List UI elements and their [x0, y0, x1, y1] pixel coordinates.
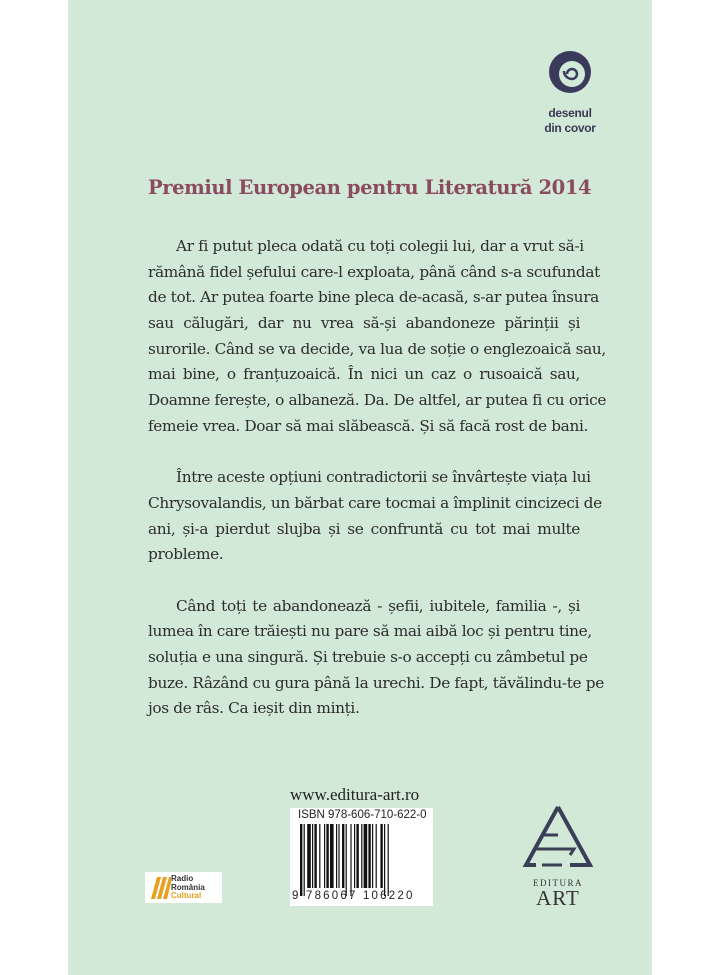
barcode-bar: [346, 824, 347, 896]
sponsor-line-3: Cultural: [171, 891, 202, 900]
blurb-line: buze. Râzând cu gura până la urechi. De fapt, tăvălindu-te pe: [148, 673, 604, 692]
barcode-bar: [312, 824, 313, 888]
spiral-icon: [548, 50, 592, 94]
prize-heading: Premiul European pentru Literatură 2014: [148, 176, 592, 199]
barcode-bar: [380, 824, 382, 888]
blurb-line: Între aceste opțiuni contradictorii se învârtește viața lui: [176, 468, 591, 487]
blurb-line: femeie vrea. Doar să mai slăbească. Și să facă rost de bani.: [148, 416, 589, 435]
barcode-bar: [314, 824, 316, 888]
art-triangle-icon: [522, 805, 594, 871]
barcode-bar: [350, 824, 351, 896]
blurb-line: surorile. Când se va decide, va lua de soție o englezoaică sau,: [148, 339, 606, 358]
desenul-din-covor-logo: [535, 50, 605, 136]
barcode-bar: [307, 824, 311, 888]
barcode-bar: [376, 824, 377, 888]
barcode-bar: [384, 824, 385, 896]
isbn-barcode: [290, 808, 433, 906]
barcode-bar: [364, 824, 368, 888]
blurb-line: Când toți te abandonează - șefii, iubitele, familia -, și: [176, 596, 580, 615]
barcode-bar: [336, 824, 337, 888]
barcode-bar: [300, 824, 302, 896]
barcode-bar: [354, 824, 355, 888]
radio-romania-cultural-logo: [145, 872, 222, 903]
barcode-bar: [338, 824, 339, 888]
barcode-bars: [300, 824, 424, 896]
publisher-line-1: EDITURA: [533, 878, 583, 888]
blurb-line: rămână fidel șefului care-l exploata, până când s-a scufundat: [148, 262, 600, 281]
barcode-number: 9 786067 106220: [292, 890, 415, 902]
publisher-line-2: ART: [536, 886, 580, 910]
blurb-line: Doamne ferește, o albaneză. Da. De altfel, ar putea fi cu orice: [148, 391, 607, 410]
editura-art-logo: [518, 805, 598, 908]
barcode-bar: [368, 824, 370, 888]
blurb-line: de tot. Ar putea foarte bine pleca de-acasă, s-ar putea însura: [148, 288, 599, 307]
sponsor-line-2: România: [171, 882, 205, 892]
blurb-line: sau călugări, dar nu vrea să-și abandoneze părinții și: [148, 314, 580, 333]
blurb-line: Chrysovalandis, un bărbat care tocmai a împlinit cincizeci de: [148, 493, 602, 512]
blurb-paragraph: [148, 594, 604, 722]
blurb-line: probleme.: [148, 545, 224, 564]
website-text: www.editura-art.ro: [290, 785, 420, 804]
barcode-bar: [330, 824, 334, 888]
blurb-line: mai bine, o franțuzoaică. În nici un caz o rusoaică sau,: [148, 365, 580, 384]
logo-line-1: desenul: [548, 106, 592, 120]
blurb-paragraph: [148, 234, 607, 440]
blurb-line: jos de râs. Ca ieșit din minți.: [148, 699, 360, 718]
sponsor-line-1: Radio: [171, 874, 194, 883]
barcode-bar: [342, 824, 344, 888]
blurb-line: ani, și-a pierdut slujba și se confruntă cu tot mai multe: [148, 519, 580, 538]
barcode-bar: [372, 824, 373, 888]
blurb-line: lumea în care trăiești nu pare să mai aibă loc și pentru tine,: [148, 622, 592, 641]
barcode-bar: [324, 824, 325, 888]
barcode-bar: [356, 824, 358, 888]
barcode-bar: [319, 824, 320, 888]
blurb-paragraph: [148, 465, 602, 568]
barcode-bar: [304, 824, 305, 896]
logo-line-2: din covor: [544, 121, 596, 135]
isbn-text: ISBN 978-606-710-622-0: [298, 809, 427, 821]
blurb-text: [148, 234, 607, 748]
barcode-bar: [361, 824, 362, 888]
barcode-bar: [388, 824, 389, 896]
blurb-line: soluția e una singură. Și trebuie s-o accepți cu zâmbetul pe: [148, 648, 588, 666]
radio-stripes-icon: [147, 875, 171, 901]
blurb-line: Ar fi putut pleca odată cu toți colegii lui, dar a vrut să-i: [176, 237, 584, 255]
barcode-bar: [326, 824, 328, 888]
